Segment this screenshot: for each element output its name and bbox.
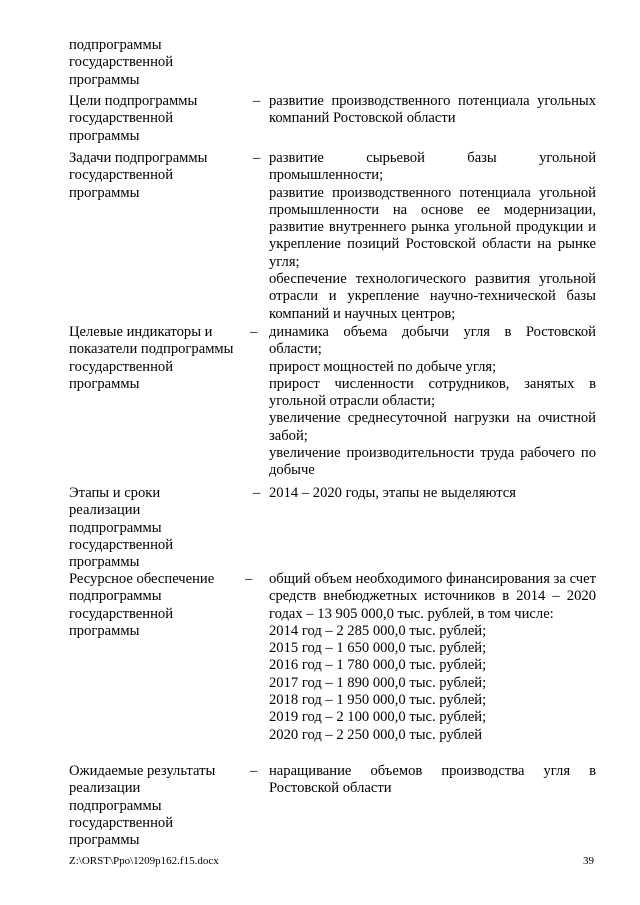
- row-label-line: государственной: [69, 110, 174, 127]
- row-label-line: реализации: [69, 780, 141, 797]
- row-label-line: программы: [69, 554, 140, 571]
- row-label: [69, 37, 254, 89]
- content-paragraph: обеспечение технологического развития угольной отрасли и укрепление научно-технической базы компаний и научных центров;: [269, 271, 596, 322]
- content-paragraph: прирост мощностей по добыче угля;: [269, 358, 497, 375]
- content-paragraph: динамика объема добычи угля в Ростовской области;: [269, 324, 596, 358]
- row-label: [69, 763, 254, 849]
- content-paragraph: 2018 год – 1 950 000,0 тыс. рублей;: [269, 692, 487, 709]
- row-label-line: программы: [69, 832, 140, 849]
- row-label: [69, 485, 254, 571]
- row-dash: –: [250, 324, 258, 340]
- content-paragraph: прирост численности сотрудников, занятых в угольной отрасли области;: [269, 375, 596, 410]
- footer-page-number: 39: [583, 855, 594, 867]
- content-paragraph: развитие производственного потенциала угольных компаний Ростовской области: [269, 93, 596, 127]
- content-paragraph: 2020 год – 2 250 000,0 тыс. рублей: [269, 726, 483, 743]
- row-label-line: подпрограммы: [69, 797, 162, 814]
- row-label-line: подпрограммы: [69, 588, 162, 605]
- row-content: [269, 150, 596, 323]
- row-label-line: Задачи подпрограммы: [69, 150, 208, 166]
- row-label-line: программы: [69, 127, 140, 144]
- row-label-line: Ожидаемые результаты: [69, 763, 216, 779]
- row-label-line: подпрограммы: [69, 519, 162, 536]
- row-label-line: программы: [69, 622, 140, 639]
- content-paragraph: развитие сырьевой базы угольной промышленности;: [269, 150, 596, 184]
- content-paragraph: 2014 – 2020 годы, этапы не выделяются: [269, 485, 516, 501]
- footer-file-path: Z:\ORST\Ppo\1209p162.f15.docx: [69, 855, 219, 867]
- row-label-line: государственной: [69, 814, 174, 831]
- row-label: [69, 324, 254, 393]
- content-paragraph: увеличение среднесуточной нагрузки на очистной забой;: [269, 410, 596, 444]
- row-label-line: государственной: [69, 536, 174, 553]
- content-paragraph: 2015 год – 1 650 000,0 тыс. рублей;: [269, 640, 487, 657]
- row-content: [269, 485, 596, 502]
- row-content: [269, 93, 596, 128]
- row-label-line: подпрограммы: [69, 37, 162, 53]
- row-label-line: Ресурсное обеспечение: [69, 571, 215, 587]
- row-content: [269, 324, 596, 480]
- row-label: [69, 93, 254, 145]
- row-label-line: государственной: [69, 605, 174, 622]
- content-paragraph: 2019 год – 2 100 000,0 тыс. рублей;: [269, 709, 487, 726]
- row-label-line: Этапы и сроки: [69, 485, 161, 501]
- row-label-line: Цели подпрограммы: [69, 93, 198, 109]
- content-paragraph: общий объем необходимого финансирования за счет средств внебюджетных источников в 2014 – 2020 годах – 13 905 000,0 тыс. рублей, в том числе:: [269, 571, 596, 622]
- content-paragraph: 2017 год – 1 890 000,0 тыс. рублей;: [269, 674, 487, 691]
- row-dash: –: [253, 485, 261, 501]
- row-content: [269, 763, 596, 798]
- row-label-line: государственной: [69, 358, 174, 375]
- content-paragraph: наращивание объемов производства угля в Ростовской области: [269, 763, 596, 797]
- row-label: [69, 571, 254, 640]
- row-dash: –: [245, 571, 253, 587]
- row-dash: –: [253, 150, 261, 166]
- row-label-line: показатели подпрограммы: [69, 341, 234, 358]
- content-paragraph: 2016 год – 1 780 000,0 тыс. рублей;: [269, 657, 487, 674]
- content-paragraph: развитие производственного потенциала угольной промышленности на основе ее модернизации, развитие внутреннего рынка угольной продукции и укрепление позиций Ростовской области на рынке угля;: [269, 184, 596, 270]
- row-label-line: государственной: [69, 167, 174, 184]
- row-dash: –: [250, 763, 258, 779]
- row-content: [269, 571, 596, 744]
- row-label-line: программы: [69, 184, 140, 201]
- row-label-line: программы: [69, 375, 140, 392]
- content-paragraph: увеличение производительности труда рабочего по добыче: [269, 445, 596, 479]
- row-label-line: Целевые индикаторы и: [69, 324, 213, 340]
- row-label: [69, 150, 254, 202]
- content-paragraph: 2014 год – 2 285 000,0 тыс. рублей;: [269, 622, 487, 639]
- row-label-line: программы: [69, 71, 140, 88]
- row-label-line: реализации: [69, 502, 141, 519]
- row-label-line: государственной: [69, 54, 174, 71]
- row-dash: –: [253, 93, 261, 109]
